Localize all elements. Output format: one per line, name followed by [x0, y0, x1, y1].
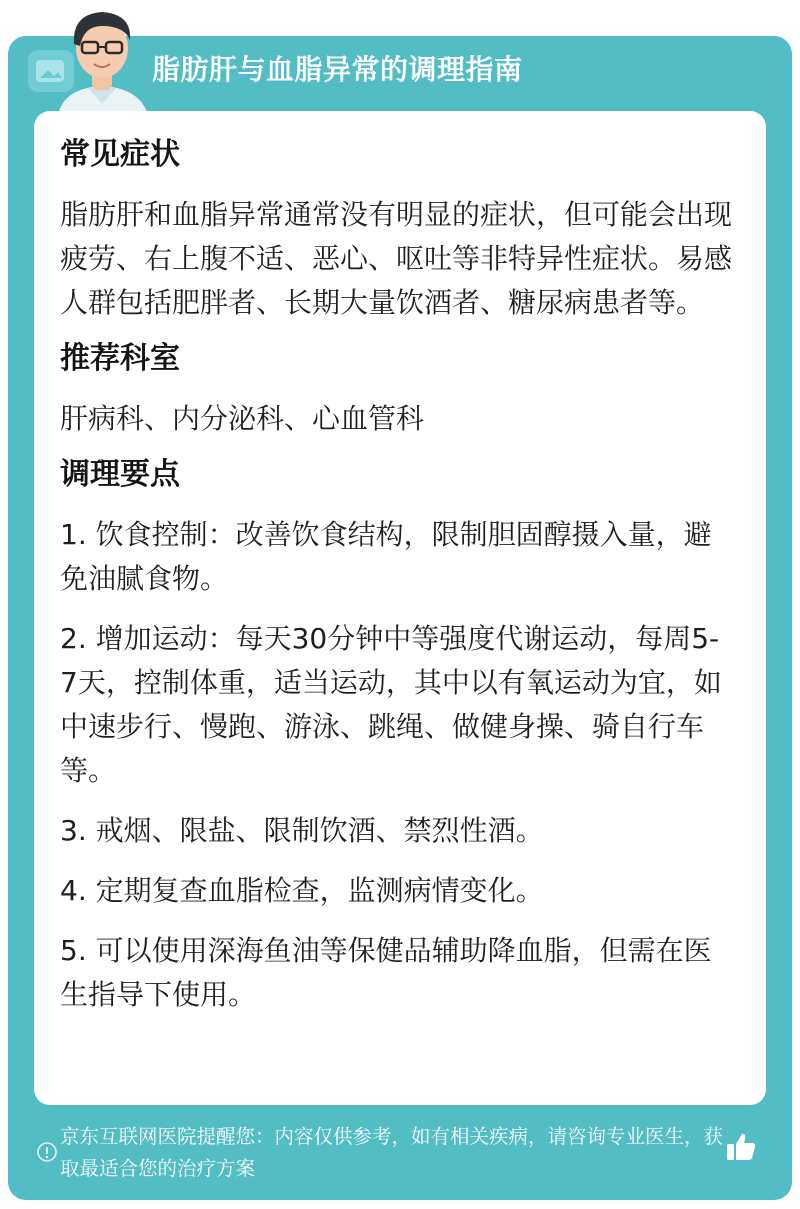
care-point-item: 3. 戒烟、限盐、限制饮酒、禁烈性酒。: [60, 814, 544, 847]
section-heading-symptoms: 常见症状: [60, 137, 180, 172]
page-title: 脂肪肝与血脂异常的调理指南: [152, 53, 523, 86]
section-heading-care-points: 调理要点: [60, 457, 180, 492]
care-point-item: 4. 定期复查血脂检查，监测病情变化。: [60, 874, 544, 907]
thumbs-up-icon[interactable]: [724, 1130, 758, 1164]
care-point-item: 5. 可以使用深海鱼油等保健品辅助降血脂，但需在医生指导下使用。: [60, 934, 712, 1011]
care-point-item: 1. 饮食控制：改善饮食结构，限制胆固醇摄入量，避免油腻食物。: [60, 518, 712, 595]
departments-text: 肝病科、内分泌科、心血管科: [60, 402, 425, 435]
content-card: [34, 111, 766, 1105]
section-heading-departments: 推荐科室: [60, 341, 180, 376]
symptoms-text: 脂肪肝和血脂异常通常没有明显的症状，但可能会出现疲劳、右上腹不适、恶心、呕吐等非特异性症状。易感人群包括肥胖者、长期大量饮酒者、糖尿病患者等。: [60, 198, 733, 319]
content-body: [60, 131, 736, 1033]
info-icon: [36, 1141, 58, 1163]
care-point-item: 2. 增加运动：每天30分钟中等强度代谢运动，每周5-7天，控制体重，适当运动，其中以有氧运动为宜，如中速步行、慢跑、游泳、跳绳、做健身操、骑自行车等。: [60, 622, 722, 787]
disclaimer-text: 京东互联网医院提醒您：内容仅供参考，如有相关疾病，请咨询专业医生，获取最适合您的治疗方案: [60, 1125, 724, 1180]
